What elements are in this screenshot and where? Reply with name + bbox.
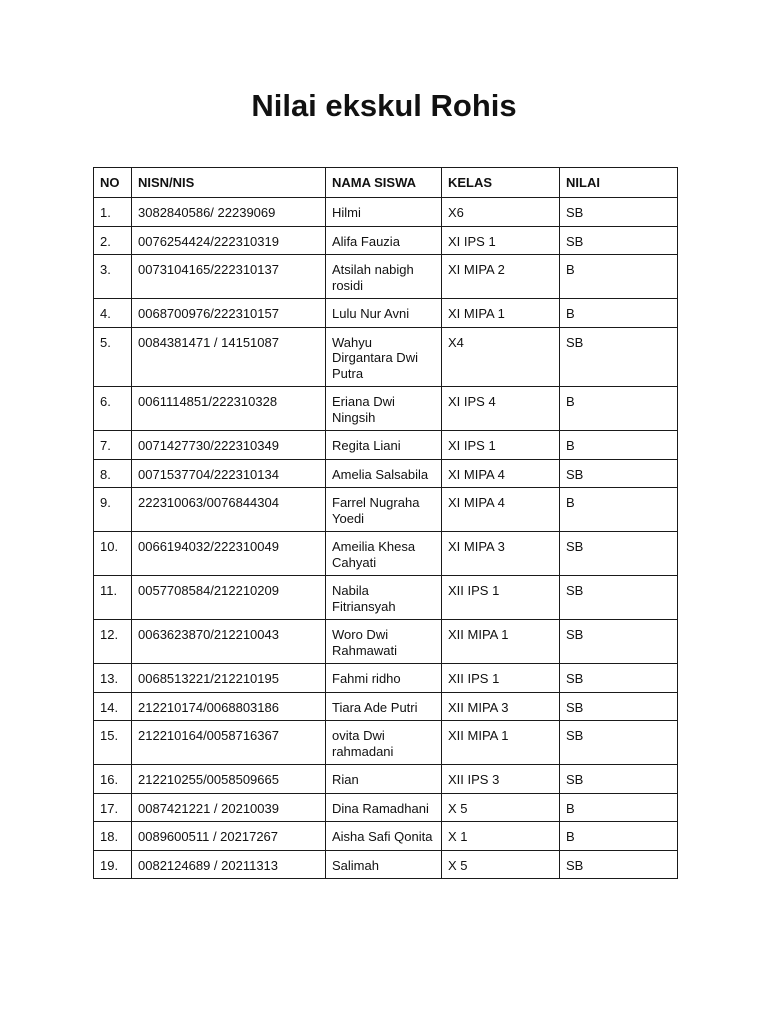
cell-kelas: XII IPS 3 — [442, 765, 560, 794]
header-nama-siswa: NAMA SISWA — [326, 168, 442, 198]
cell-nilai: B — [560, 431, 678, 460]
cell-nama-siswa: Alifa Fauzia — [326, 226, 442, 255]
cell-kelas: X6 — [442, 198, 560, 227]
cell-nisn: 0068513221/212210195 — [132, 664, 326, 693]
cell-nisn: 0076254424/222310319 — [132, 226, 326, 255]
cell-nisn: 0073104165/222310137 — [132, 255, 326, 299]
cell-nama-siswa: Atsilah nabigh rosidi — [326, 255, 442, 299]
cell-no: 17. — [94, 793, 132, 822]
cell-nisn: 212210174/0068803186 — [132, 692, 326, 721]
page-title: Nilai ekskul Rohis — [251, 88, 517, 123]
cell-nama-siswa: Nabila Fitriansyah — [326, 576, 442, 620]
cell-nisn: 0071427730/222310349 — [132, 431, 326, 460]
grades-table — [93, 167, 678, 879]
table-row — [94, 459, 678, 488]
cell-no: 16. — [94, 765, 132, 794]
cell-nama-siswa: Hilmi — [326, 198, 442, 227]
cell-no: 8. — [94, 459, 132, 488]
table-row — [94, 793, 678, 822]
cell-nama-siswa: Salimah — [326, 850, 442, 879]
table-row — [94, 226, 678, 255]
cell-nisn: 0068700976/222310157 — [132, 299, 326, 328]
table-row — [94, 488, 678, 532]
cell-nilai: SB — [560, 620, 678, 664]
cell-no: 1. — [94, 198, 132, 227]
cell-nama-siswa: Amelia Salsabila — [326, 459, 442, 488]
cell-kelas: XII IPS 1 — [442, 664, 560, 693]
table-body — [94, 198, 678, 879]
table-row — [94, 692, 678, 721]
header-row — [94, 168, 678, 198]
cell-nisn: 0066194032/222310049 — [132, 532, 326, 576]
cell-nisn: 0063623870/212210043 — [132, 620, 326, 664]
cell-nilai: SB — [560, 532, 678, 576]
cell-nilai: B — [560, 299, 678, 328]
cell-no: 5. — [94, 327, 132, 387]
cell-kelas: X 1 — [442, 822, 560, 851]
cell-nilai: SB — [560, 765, 678, 794]
cell-kelas: XII IPS 1 — [442, 576, 560, 620]
cell-nisn: 0084381471 / 14151087 — [132, 327, 326, 387]
cell-nilai: B — [560, 255, 678, 299]
cell-no: 13. — [94, 664, 132, 693]
cell-no: 15. — [94, 721, 132, 765]
table-row — [94, 620, 678, 664]
cell-nilai: B — [560, 387, 678, 431]
table-header — [94, 168, 678, 198]
cell-no: 19. — [94, 850, 132, 879]
cell-nisn: 0089600511 / 20217267 — [132, 822, 326, 851]
table-row — [94, 850, 678, 879]
cell-kelas: XI IPS 1 — [442, 431, 560, 460]
cell-nilai: SB — [560, 327, 678, 387]
header-kelas: KELAS — [442, 168, 560, 198]
cell-nama-siswa: Lulu Nur Avni — [326, 299, 442, 328]
cell-kelas: XI MIPA 4 — [442, 459, 560, 488]
cell-nilai: B — [560, 793, 678, 822]
header-nisn: NISN/NIS — [132, 168, 326, 198]
cell-nilai: B — [560, 488, 678, 532]
cell-no: 3. — [94, 255, 132, 299]
cell-kelas: X4 — [442, 327, 560, 387]
cell-nisn: 3082840586/ 22239069 — [132, 198, 326, 227]
cell-nama-siswa: Ameilia Khesa Cahyati — [326, 532, 442, 576]
table-row — [94, 255, 678, 299]
cell-nilai: SB — [560, 850, 678, 879]
cell-nisn: 0057708584/212210209 — [132, 576, 326, 620]
header-nilai: NILAI — [560, 168, 678, 198]
cell-nilai: SB — [560, 721, 678, 765]
cell-no: 4. — [94, 299, 132, 328]
cell-nama-siswa: Woro Dwi Rahmawati — [326, 620, 442, 664]
table-row — [94, 664, 678, 693]
cell-no: 10. — [94, 532, 132, 576]
cell-nama-siswa: Wahyu Dirgantara Dwi Putra — [326, 327, 442, 387]
cell-nisn: 212210164/0058716367 — [132, 721, 326, 765]
cell-kelas: XI MIPA 4 — [442, 488, 560, 532]
cell-nisn: 0061114851/222310328 — [132, 387, 326, 431]
cell-nama-siswa: Farrel Nugraha Yoedi — [326, 488, 442, 532]
cell-no: 18. — [94, 822, 132, 851]
table-row — [94, 576, 678, 620]
cell-kelas: XII MIPA 1 — [442, 721, 560, 765]
cell-nisn: 0082124689 / 20211313 — [132, 850, 326, 879]
cell-nisn: 222310063/0076844304 — [132, 488, 326, 532]
cell-no: 12. — [94, 620, 132, 664]
cell-nisn: 0087421221 / 20210039 — [132, 793, 326, 822]
cell-kelas: X 5 — [442, 850, 560, 879]
cell-nama-siswa: Eriana Dwi Ningsih — [326, 387, 442, 431]
cell-nama-siswa: Regita Liani — [326, 431, 442, 460]
table-row — [94, 299, 678, 328]
cell-kelas: XI MIPA 1 — [442, 299, 560, 328]
cell-kelas: XI MIPA 2 — [442, 255, 560, 299]
cell-nilai: SB — [560, 692, 678, 721]
table-row — [94, 431, 678, 460]
cell-nama-siswa: Rian — [326, 765, 442, 794]
cell-kelas: X 5 — [442, 793, 560, 822]
cell-nilai: SB — [560, 226, 678, 255]
cell-nilai: SB — [560, 198, 678, 227]
table-row — [94, 327, 678, 387]
cell-nama-siswa: Fahmi ridho — [326, 664, 442, 693]
cell-kelas: XI IPS 4 — [442, 387, 560, 431]
table-row — [94, 822, 678, 851]
table-row — [94, 532, 678, 576]
cell-no: 11. — [94, 576, 132, 620]
table-row — [94, 387, 678, 431]
cell-nisn: 0071537704/222310134 — [132, 459, 326, 488]
cell-nilai: B — [560, 822, 678, 851]
cell-nilai: SB — [560, 459, 678, 488]
header-no: NO — [94, 168, 132, 198]
cell-kelas: XI IPS 1 — [442, 226, 560, 255]
cell-no: 9. — [94, 488, 132, 532]
cell-kelas: XII MIPA 1 — [442, 620, 560, 664]
cell-nilai: SB — [560, 664, 678, 693]
cell-nama-siswa: ovita Dwi rahmadani — [326, 721, 442, 765]
cell-no: 2. — [94, 226, 132, 255]
cell-nilai: SB — [560, 576, 678, 620]
cell-kelas: XI MIPA 3 — [442, 532, 560, 576]
cell-nama-siswa: Tiara Ade Putri — [326, 692, 442, 721]
table-row — [94, 198, 678, 227]
cell-nisn: 212210255/0058509665 — [132, 765, 326, 794]
cell-nama-siswa: Dina Ramadhani — [326, 793, 442, 822]
table-row — [94, 765, 678, 794]
cell-kelas: XII MIPA 3 — [442, 692, 560, 721]
table-row — [94, 721, 678, 765]
cell-no: 7. — [94, 431, 132, 460]
cell-no: 6. — [94, 387, 132, 431]
cell-no: 14. — [94, 692, 132, 721]
cell-nama-siswa: Aisha Safi Qonita — [326, 822, 442, 851]
